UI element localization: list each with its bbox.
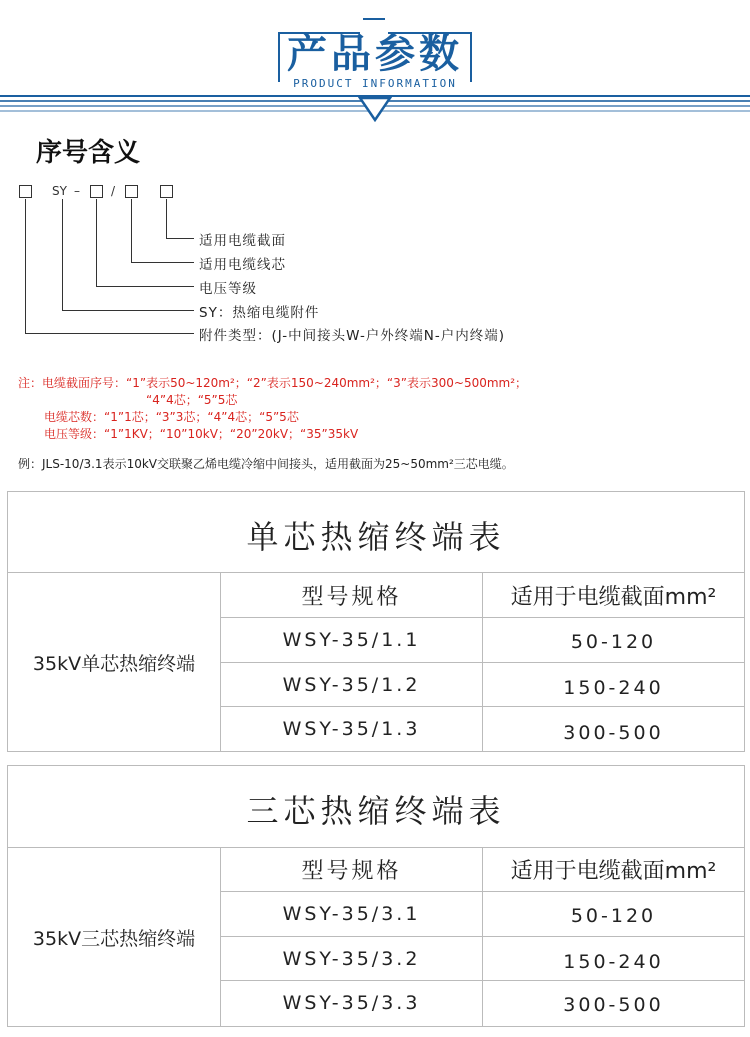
legend-type: 附件类型：(J-中间接头W-户外终端N-户内终端) [199,328,506,344]
table-title: 三芯热缩终端表 [246,792,506,830]
table-cell-model: WSY-35/1.3 [282,718,421,740]
table-cell-section: 150-240 [563,951,664,973]
header-subtitle: PRODUCT INFORMATION [293,77,457,90]
table-cell-model: WSY-35/1.1 [282,629,421,651]
legend-sy: SY：热缩电缆附件 [199,305,320,321]
header-arrow-icon [358,96,392,122]
note-line-3: 电缆芯数：“1”1芯；“3”3芯；“4”4芯；“5”5芯 [44,410,299,424]
legend-voltage: 电压等级 [199,281,257,297]
code-box-cores [125,185,138,198]
table-cell-model: WSY-35/1.2 [282,674,421,696]
code-slash: / [111,184,116,198]
code-dash: – [74,184,80,198]
note-line-1: 注：电缆截面序号：“1”表示50~120m²；“2”表示150~240mm²；“3”表示300~500mm²； [18,376,528,390]
code-sy: SY [52,184,67,198]
header-section: 适用于电缆截面mm² [510,859,717,884]
table-single-core [7,491,745,752]
code-box-voltage [90,185,103,198]
header-model: 型号规格 [301,584,402,610]
header-model: 型号规格 [301,859,402,884]
table-three-core [7,765,745,1027]
code-box-type [19,185,32,198]
table-cell-section: 300-500 [563,722,664,744]
table-title: 单芯热缩终端表 [246,518,506,556]
legend-cores: 适用电缆线芯 [199,257,286,273]
header-title: 产品参数 [287,31,463,77]
note-line-2: “4”4芯；“5”5芯 [146,393,238,407]
row-label: 35kV单芯热缩终端 [32,652,196,675]
legend-section: 适用电缆截面 [199,233,286,249]
row-label: 35kV三芯热缩终端 [32,927,196,950]
code-box-section [160,185,173,198]
table-cell-model: WSY-35/3.3 [282,992,421,1014]
table-cell-model: WSY-35/3.1 [282,903,421,925]
table-cell-section: 300-500 [563,994,664,1016]
section-heading: 序号含义 [36,138,141,168]
table-cell-section: 50-120 [570,631,657,653]
table-cell-section: 150-240 [563,677,664,699]
table-cell-model: WSY-35/3.2 [282,948,421,970]
table-cell-section: 50-120 [570,905,657,927]
note-line-4: 电压等级：“1”1KV；“10”10kV；“20”20kV；“35”35kV [44,427,359,441]
header-section: 适用于电缆截面mm² [510,584,717,610]
example-text: 例：JLS-10/3.1表示10kV交联聚乙烯电缆冷缩中间接头，适用截面为25~50mm²三芯电缆。 [18,457,514,471]
